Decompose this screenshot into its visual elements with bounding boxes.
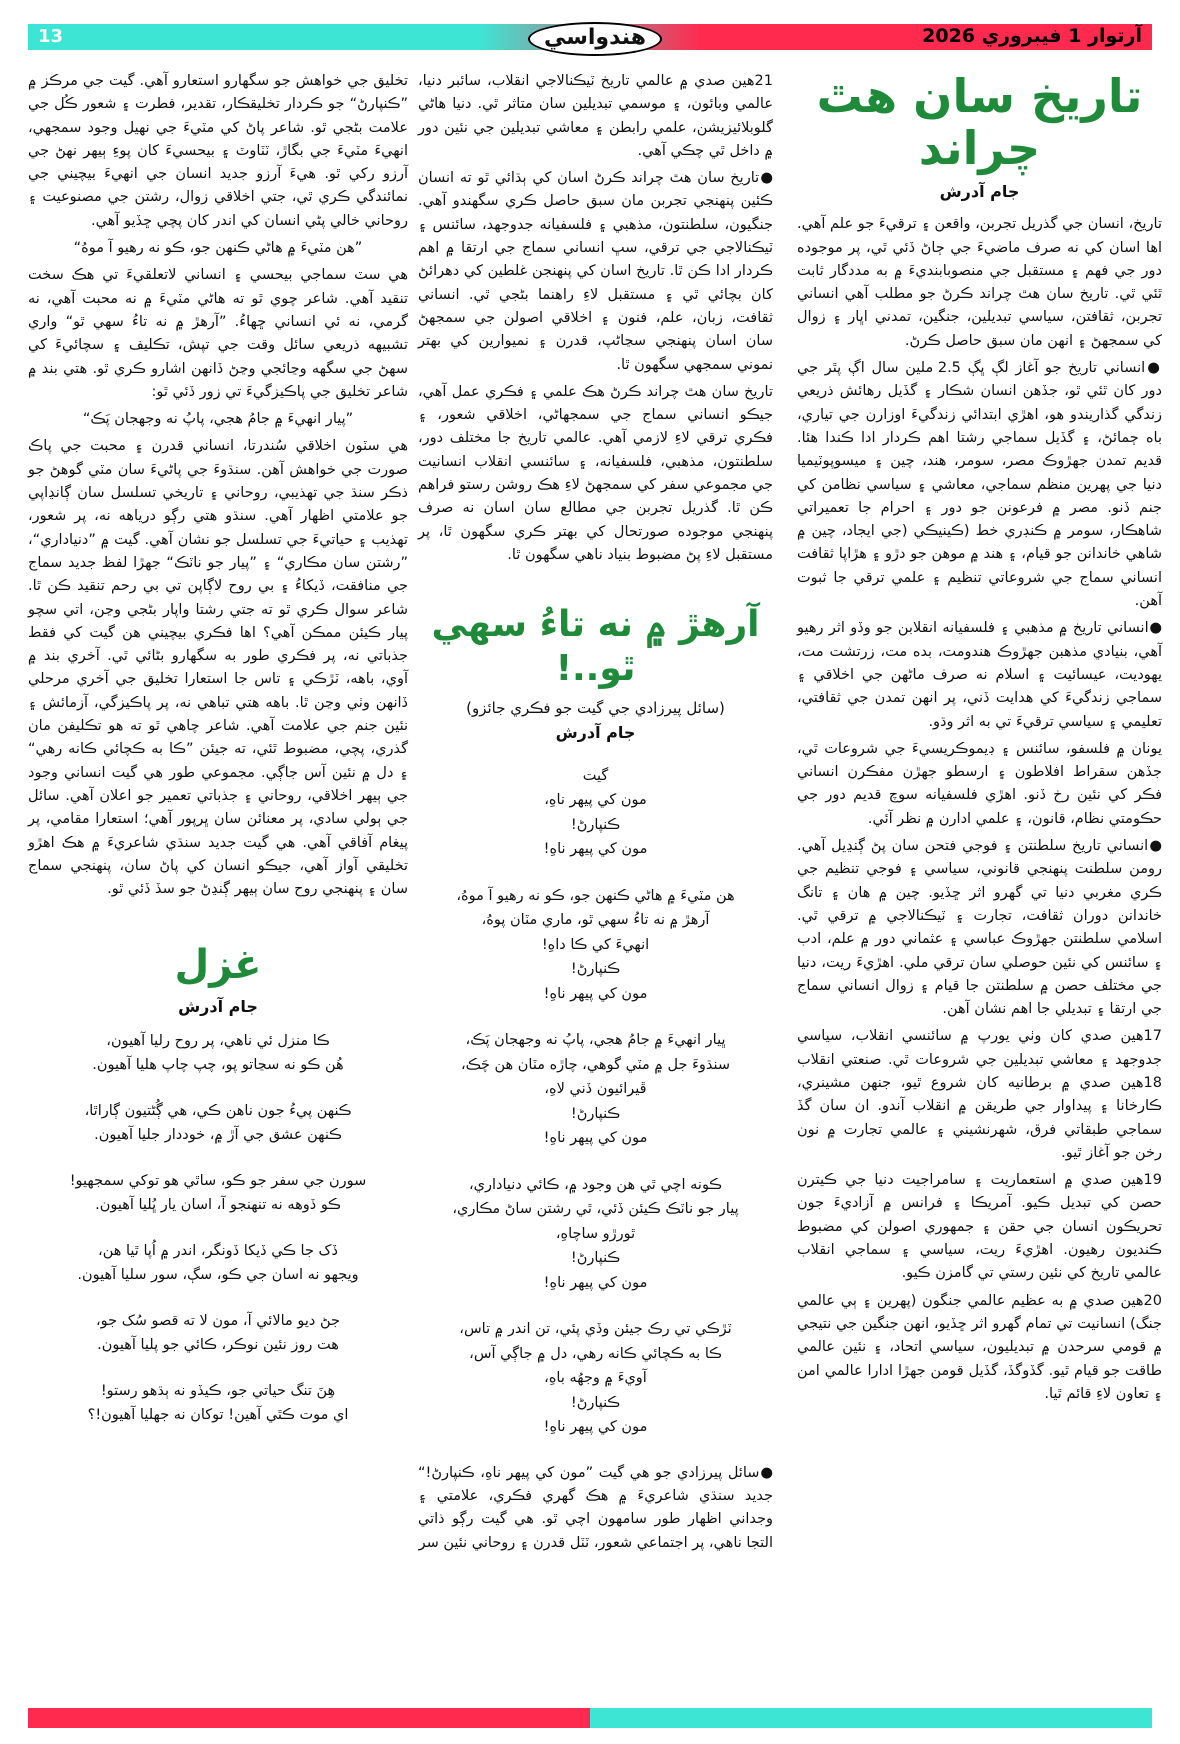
paragraph: 19هين صدي ۾ استعماريت ۽ سامراجيت دنيا جي ڪيترن حصن کي تبديل ڪيو. آمريڪا ۽ فرانس ۾ آزاديءَ جون تحريڪون انسان جي حقن ۽ جمهوري اصولن کي مضبوط ڪنديون رهيون. اهڙيءَ ريت، سياسي ۽ سماجي انقلاب عالمي تاريخ کي نئين رستي تي گامزن ڪيو. bbox=[797, 1172, 1162, 1282]
paragraph: يونان ۾ فلسفو، سائنس ۽ ڊيموڪريسيءَ جي شروعات ٿي، جڏهن سقراط افلاطون ۽ ارسطو جهڙن مفڪرن انساني فڪر کي نئين رخ ڏنو. اهڙي فلسفيانه سوچ قديم دور جي حڪومتي نظام، قانون، ۽ علمي ادارن ۾ نظر آئي. bbox=[797, 740, 1162, 827]
poem-line: ڪنپارڻ! bbox=[570, 1394, 621, 1411]
ghazal-line: هِنَ تنگ حياتي جو، ڪيڏو نه ٻڌهو رستو! bbox=[100, 1382, 336, 1399]
poem-line: مون کي پيهر ناهِ! bbox=[543, 1274, 648, 1291]
poem-stanza bbox=[418, 1173, 773, 1296]
paragraph: ●انساني تاريخ جو آغاز لڳ ڀڳ 2.5 ملين سال اڳ پٿر جي دور کان ٿئي ٿو، جڏهن انسان شڪار ۽ گڏيل رهائش ذريعي زندگي گذاريندو هو، اهڙي ابتدائي زندگيءَ اوزارن جي تياري، باه ڄمائڻ، ۽ گڏيل سماجي رشتا اهم ڪردار ادا ڪندا هئا. قديم تمدن جهڙوڪ مصر، سومر، هند، چين ۽ ميسوپوٽيميا دنيا جي پهرين منظم سماجي، معاشي ۽ سياسي نظامن کي جنم ڏنو. مصر ۾ فرعونن جو دور ۽ احرام جا تعميراتي شاهڪار، سومر ۾ ڪنڊري خط (ڪينيڪي (جي ايجاد، چين ۾ شاهي خاندانن جو قيام، ۽ هند ۾ موهن جو دڙو ۽ هڙاپا ثقافت انساني سماج جي شروعاتي تنظيم ۽ علمي ترقي جا ثبوت آهن. bbox=[797, 360, 1162, 610]
article-title: تاريخ سان هٿ چراند bbox=[816, 69, 1143, 175]
poem-line: ڀيار انهيءَ ۾ جامُ هجي، پاپُ نه وجهجان پَڪ، bbox=[465, 1032, 726, 1049]
ghazal-couplet bbox=[28, 1379, 408, 1427]
ghazal-line: ڪا منزل ئي ناهي، پر روح رليا آهيون، bbox=[106, 1032, 330, 1049]
poem-line: ڪنپارڻ! bbox=[570, 1105, 621, 1122]
column-right bbox=[797, 70, 1162, 1410]
column-left bbox=[28, 70, 408, 1449]
poem-stanza bbox=[418, 1317, 773, 1440]
poem-line: مون کي پيهر ناهِ! bbox=[543, 985, 648, 1002]
poem-line: مون کي پيهر ناهِ! bbox=[543, 1419, 648, 1436]
poem-line: ڪنپارڻ! bbox=[570, 1250, 621, 1267]
ghazal-couplet bbox=[28, 1239, 408, 1287]
paragraph: تاريخ، انسان جي گذريل تجربن، واقعن ۽ ترقيءَ جو علم آهي. اها اسان کي نه صرف ماضيءَ جي ڄاڻ ڏئي ٿي، پر موجوده دور جي فهم ۽ مستقبل جي منصوبابنديءَ ۾ به مددگار ثابت ٿئي ٿي. تاريخ سان هٿ چراند ڪرڻ جو مطلب آهي انساني تجربن، ثقافتن، سياسي تبديلين، جنگين، تمدني اڀار ۽ زوال کي سمجهڻ ۽ انهن مان سبق حاصل ڪرڻ. bbox=[797, 216, 1162, 349]
paragraph: ●انساني تاريخ سلطنتن ۽ فوجي فتحن سان پڻ ڳنڍيل آهي. رومن سلطنت پنهنجي قانوني، سياسي ۽ فوجي تنظيم جي ڪري مغربي دنيا تي گهرو اثر ڇڏيو. چين ۾ هان ۽ تانگ خاندانن دوران ثقافت، تجارت ۽ ٽيڪنالاجي ۾ ترقي ٿي. اسلامي سلطنتن جهڙوڪ عباسي ۽ عثماني دور ۾ علم، ادب ۽ سائنس کي نئين حوصلي سان ترقي ملي. اهڙيءَ ريت، دنيا جي مختلف حصن ۾ سلطنتن جا قيام ۽ زوال انساني سماج جي ارتقا ۽ تبديلي جا اهم نشان آهن. bbox=[797, 838, 1162, 1018]
poem-line: آويءَ ۾ وجهُه باهِ، bbox=[544, 1370, 647, 1387]
quote-line: ”هن مٽيءَ ۾ هاڻي ڪنهن جو، ڪو نه رهيو آ موهُ“ bbox=[73, 240, 363, 257]
paragraph: تخليق جي خواهش جو سگهارو استعارو آهي. گيت جي مرڪز ۾ ”ڪنپارڻ“ جو ڪردار تخليقڪار، تقدير، فطرت ۽ شعور ڪُل جي علامت بڻجي ٿو. شاعر پاڻ کي مٽيءَ جي نهيل وجود سمجهي، انهيءَ مٽيءَ جي بگاڙ، ٽٽاوٽ ۽ بيحسيءَ کان پوءِ ٻيهر نهڻ جي آرزو رکي ٿو. هيءَ آرزو جديد انسان جي انهيءَ بيچيني جي نمائندگي ڪري ٿي، جتي اخلاقي زوال، رشتن جي مصنوعيت ۽ روحاني خالي پڻي انسان کي اندر کان پچي ڇڏيو آهي. bbox=[28, 73, 408, 229]
poem-line: ڪا به ڪچائي ڪانه رهي، دل ۾ جاڳي آس، bbox=[469, 1345, 722, 1362]
poem-line: انهيءَ کي ڪا داهِ! bbox=[541, 936, 650, 953]
quote-line: ”پيار انهيءَ ۾ جامُ هجي، پاپُ نه وجهجان پَڪ“ bbox=[82, 411, 354, 428]
poem-line: سنڌوءَ جل ۾ مٽي گوهي، چاڙه مٽان هن چَڪ، bbox=[460, 1056, 731, 1073]
poem-line: مون کي پيهر ناهِ! bbox=[543, 841, 648, 858]
article-author: جام آدرش bbox=[939, 182, 1020, 201]
paragraph: ●سائل پيرزادي جو هي گيت ”مون کي پيهر ناهِ، ڪنپارڻ!“ جديد سنڌي شاعريءَ ۾ هڪ گهري فڪري، علامتي ۽ وجداني اظهار طور سامهون اچي ٿو. هي گيت رڳو ذاتي التجا ناهي، پر اجتماعي شعور، ٽٽل قدرن ۽ روحاني نئين سر bbox=[418, 1464, 773, 1551]
paragraph: هي سٽ سماجي بيحسي ۽ انساني لاتعلقيءَ تي هڪ سخت تنقيد آهي. شاعر چوي ٿو ته هاڻي مٽيءَ ۾ نه محبت آهي، نه گرمي، نه ئي انساني ڇهاءُ. ”آرهڙ ۾ نه تاءُ سهي ٿو“ واري تشبيهه ذريعي سائل وقت جي تپش، تڪليف ۽ سچائيءَ کي سهڻ جي سگهه وڃائجي وڃڻ ڏانهن اشارو ڪري ٿو. هتي بند ۾ شاعر تخليق جي پاڪيزگيءَ تي زور ڏئي ٿو: bbox=[28, 267, 408, 400]
paragraph: 20هين صدي ۾ به عظيم عالمي جنگون (پهرين ۽ ٻي عالمي جنگ) انسانيت تي تمام گهرو اثر ڇڏيو، انهن جنگين جي نتيجي ۾ قومي سرحدن ۾ تبديليون، سياسي اتحاد، ۽ نئين عالمي طاقت جو قيام ٿيو. گڏوگڏ، گڏيل قومن جهڙا ادارا عالمي امن ۽ تعاون لاءِ قائم ٿيا. bbox=[797, 1292, 1162, 1402]
poem-line: مون کي پيهر ناهِ، bbox=[544, 792, 647, 809]
ghazal-line: ڪنهن عشق جي آڙ ۾، خوددار جليا آهيون. bbox=[94, 1126, 342, 1143]
article-title: آرهڙ ۾ نه تاءُ سهي ٿو..! bbox=[431, 604, 760, 690]
poem-line: ڪنپارڻ! bbox=[570, 961, 621, 978]
poem-line: آرهڙ ۾ نه تاءُ سهي ٿو، ماري مٽان پوهُ، bbox=[481, 912, 710, 929]
poem-stanza bbox=[418, 764, 773, 862]
poem-line: ٿورڙو ساچاهِ، bbox=[555, 1225, 636, 1242]
poem-line: پيار جو ناٽڪ ڪيئن ڏئي، ٿي رشتن ساڻ مڪاري، bbox=[452, 1201, 739, 1218]
footer-bar bbox=[28, 1708, 1152, 1728]
paragraph: 17هين صدي کان وٺي يورپ ۾ سائنسي انقلاب، سياسي جدوجهد ۽ معاشي تبديلين جي شروعات ٿي. صنعتي انقلاب 18هين صدي ۾ برطانيه کان شروع ٿيو، جنهن مشينري، ڪارخانا ۽ پيداوار جي طريقن ۾ انقلاب آندو. ان سان گڏ سماجي طبقاتي فرق، شهرنشيني ۽ عالمي تجارت ۾ نون رخن جو آغاز ٿيو. bbox=[797, 1028, 1162, 1161]
poem-line: ڪونه اچي ٿي هن وجود ۾، ڪائي دنياداري، bbox=[468, 1176, 723, 1193]
ghazal-title: غزل bbox=[174, 942, 262, 989]
ghazal-line: سورن جي سفر جو ڪو، ساٿي هو توکي سمجهيو! bbox=[69, 1172, 367, 1189]
ghazal-couplet bbox=[28, 1029, 408, 1077]
ghazal-line: ويجهو نه اسان جي ڪو، سڳ، سور سليا آهيون. bbox=[77, 1266, 359, 1283]
ghazal-line: هت روز نئين نوڪر، ڪائي جو پليا آهيون. bbox=[97, 1336, 339, 1353]
ghazal bbox=[28, 1029, 408, 1427]
paragraph: هي سٽون اخلاقي سُندرتا، انساني قدرن ۽ محبت جي پاڪ صورت جي خواهش آهن. سنڌوءَ جي پاڻيءَ سان مٽي گوهڻ جو ذڪر سنڌ جي تهذيبي، روحاني ۽ تاريخي تسلسل سان ڳانڍاپي جو علامتي اظهار آهي. سنڌو هتي رڳو درياهه نه، پر شعور، تهذيب ۽ حياتيءَ جي تسلسل جو نشان آهي. گيت ۾ ”دنياداري“، ”رشتن سان مڪاري“ ۽ ”پيار جو ناٽڪ“ جهڙا لفظ جديد سماج جي منافقت، ڏيکاءُ ۽ بي روح لاڳاپن تي بي رحم تنقيد ڪن ٿا. شاعر سوال ڪري ٿو ته جتي رشتا واپار بڻجي وڃن، اتي سچو پيار ڪيئن ممڪن آهي؟ اها فڪري بيچيني هن گيت کي فقط جذباتي نه، پر فڪري طور به سگهارو بڻائي ٿي. آخري بند ۾ آوي، باهه، ٽڙڪي ۽ تاس جا استعارا تخليق جي آخري مرحلي ڏانهن وٺي وڃن ٿا. باهه هتي تباهي نه، پر پاڪيزگي، آزمائش ۽ نئين جنم جي علامت آهي. شاعر چاهي ٿو ته هو تڪليفن مان گذري، پچي، مضبوط ٿئي، ته جيئن ”ڪا به ڪچائي ڪانه رهي“ ۽ دل ۾ نئين آس جاڳي. مجموعي طور هي گيت انساني وجود جي ٻيهر اخلاقي، روحاني ۽ جذباتي تعمير جو اعلان آهي. سائل جي ٻولي سادي، پر معنائن سان ڀرپور آهي؛ استعارا مقامي، پر پيغام آفاقي آهي. هي گيت جديد سنڌي شاعريءَ ۾ هڪ اهڙو تخليقي آواز آهي، جيڪو انسان کي پاڻ سان، پنهنجي سماج سان ۽ پنهنجي روح سان ٻيهر ڳنڍڻ جو سڏ ڏئي ٿو. bbox=[28, 438, 408, 898]
poem-line: ڪنپارڻ! bbox=[570, 816, 621, 833]
page-number: 13 bbox=[38, 26, 64, 47]
ghazal-line: اي موت ڪٿي آهين! توکان نه جهليا آهيون!؟ bbox=[87, 1406, 349, 1423]
poem-stanza bbox=[418, 884, 773, 1007]
ghazal-line: جڻ ديو مالائي آ، مون لا ته قصو سُک جو، bbox=[96, 1312, 340, 1329]
ghazal-couplet bbox=[28, 1099, 408, 1147]
ghazal-couplet bbox=[28, 1309, 408, 1357]
newspaper-logo: هندواسي bbox=[528, 22, 662, 56]
ghazal-line: ڪو ڏوهه نه تنهنجو آ، اسان يار ڀُليا آهيون. bbox=[95, 1196, 341, 1213]
paragraph: تاريخ سان هٿ چراند ڪرڻ هڪ علمي ۽ فڪري عمل آهي، جيڪو انساني سماج جي سمجهاڻي، اخلاقي شعور، ۽ فڪري ترقي لاءِ لازمي آهي. عالمي تاريخ جا مختلف دور، سلطنتون، مذهبي، فلسفيانه، ۽ سائنسي انقلاب انسانيت جي مجموعي سفر کي سمجهڻ لاءِ هڪ روشن رستو فراهم ڪن ٿا. گذريل تجربن جي مطالع سان اسان نه صرف پنهنجي موجوده صورتحال کي بهتر ڪري سگهون ٿا، پر مستقبل لاءِ پڻ مضبوط بنياد ناهي سگهون ٿا. bbox=[418, 383, 773, 563]
paragraph: ●تاريخ سان هٿ چراند ڪرڻ اسان کي ٻڌائي ٿو ته انسان ڪئين پنهنجي تجربن مان سبق حاصل ڪري سگهندو آهي. جنگيون، سلطنتون، مذهبي ۽ فلسفيانه جدوجهد، سائنس ۽ ٽيڪنالاجي جي ترقي، سڀ انساني سماج جي ارتقا ۾ اهم ڪردار ادا ڪن ٿا. تاريخ اسان کي پنهنجن غلطين کي دهرائڻ کان بچائي ٿي ۽ مستقبل لاءِ راهنما بڻجي ٿي. انساني ثقافت، زبان، علم، فنون ۽ اخلاقي اصولن جي سمجهڻ سان اسان پنهنجي سڃاڻپ، قدرن ۽ نميوارين کي بهتر نموني سمجهي سگهون ٿا. bbox=[418, 170, 773, 373]
ghazal-line: هُن ڪو نه سڃاتو پو، چپ چاپ هليا آهيون. bbox=[92, 1056, 344, 1073]
ghazal-author: جام آدرش bbox=[178, 997, 258, 1017]
poem-line: ٽڙڪي تي رڪ جيئن وڏي پئي، تن اندر ۾ تاس، bbox=[459, 1321, 732, 1338]
paragraph: ●انساني تاريخ ۾ مذهبي ۽ فلسفيانه انقلابن جو وڏو اثر رهيو آهي، بنيادي مذهبن جهڙوڪ هندومت، بده مت، زرتشت مت، يهوديت، عيسائيت ۽ اسلام نه صرف ماڻهن جي اخلاقي ۽ سماجي زندگيءَ کي هدايت ڏني، پر انهن تمدن جي ثقافتي، تعليمي ۽ سياسي ترقيءَ تي به اثر وڌو. bbox=[797, 620, 1162, 730]
poem-stanza bbox=[418, 1028, 773, 1151]
poem-line: مون کي پيهر ناهِ! bbox=[543, 1130, 648, 1147]
poem-line: گيت bbox=[582, 767, 609, 784]
header-bar bbox=[28, 24, 1152, 50]
poem-line: هن مٽيءَ ۾ هاڻي ڪنهن جو، ڪو نه رهيو آ موهُ، bbox=[456, 887, 735, 904]
poem bbox=[418, 764, 773, 1440]
ghazal-couplet bbox=[28, 1169, 408, 1217]
paragraph: 21هين صدي ۾ عالمي تاريخ ٽيڪنالاجي انقلاب، سائبر دنيا، عالمي وبائون، ۽ موسمي تبديلين سان متاثر ٿي. دنيا هاڻي گلوبلائيزيشن، علمي رابطن ۽ معاشي تبديلين جي نئين دور ۾ داخل ٿي چڪي آهي. bbox=[418, 73, 773, 159]
ghazal-line: ڪنهن پيءُ جون ناهن ڪي، هي ڳُڻتيون ڳاراٿا، bbox=[84, 1102, 352, 1119]
column-middle bbox=[418, 70, 773, 1559]
article-subtitle: (سائل پيرزادي جي گيت جو فڪري جائزو) bbox=[466, 699, 725, 718]
issue-date: آرتوار 1 فيبروري 2026 bbox=[922, 25, 1142, 47]
ghazal-line: ڏک جا ڪي ڏيکا ڏونگر، اندر ۾ اُپا ٿيا هن، bbox=[98, 1242, 338, 1259]
article-author: جام آدرش bbox=[555, 722, 636, 742]
poem-line: ڦيرائيون ڏني لاهِ، bbox=[544, 1081, 647, 1098]
